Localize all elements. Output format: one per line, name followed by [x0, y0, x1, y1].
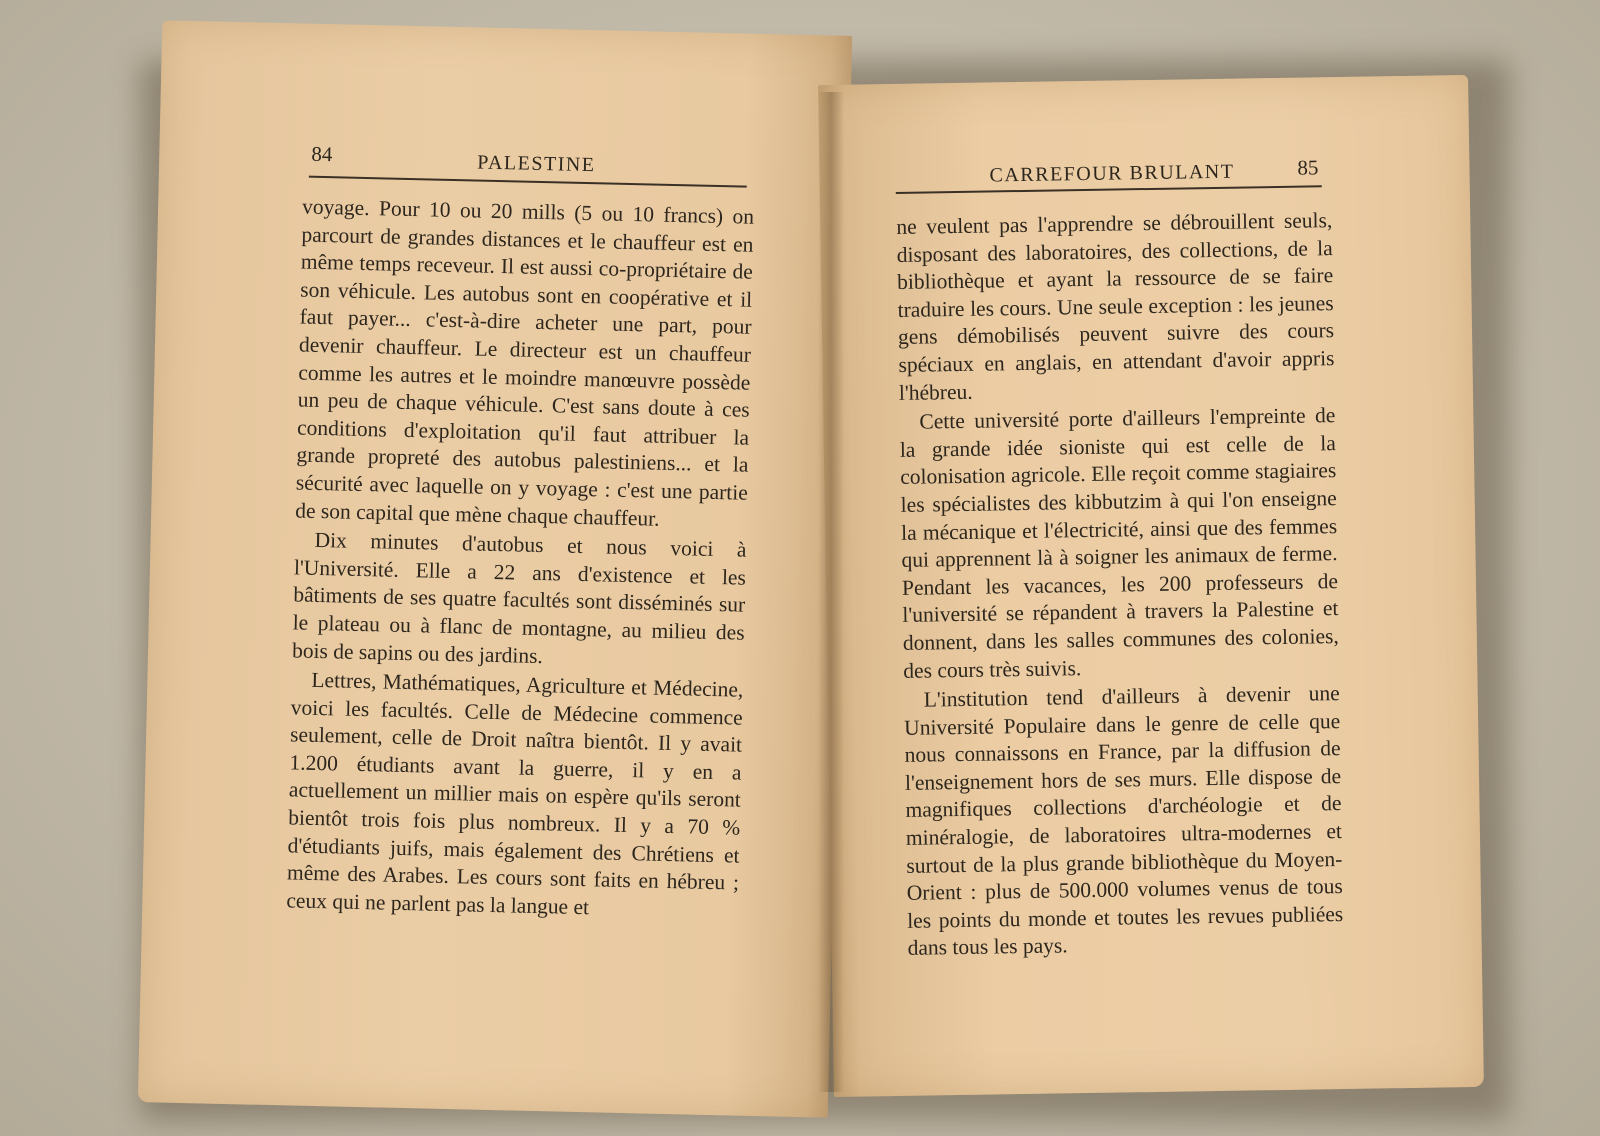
- left-header-rule: [309, 176, 747, 187]
- right-paragraph: ne veulent pas l'apprendre se débrouillent seuls, disposant des laboratoires, des collections, de la bibliothèque et ayant la ressource de se faire traduire les cours. Une seule exception : les jeunes gens démobilisés peuvent suivre des cours spéciaux en anglais, en attendant d'avoir appris l'hébreu.: [896, 208, 1335, 405]
- right-paragraph: Cette université porte d'ailleurs l'empreinte de la grande idée sioniste qui est celle de la colonisation agricole. Elle reçoit comme stagiaires les spécialistes des kibbutzim à qui l'on enseigne la mécanique et l'électricité, ainsi que des femmes qui apprennent là à soigner les animaux de ferme. Pendant les vacances, les 200 professeurs de l'université se répandent à travers la Palestine et donnent, dans les salles communes des colonies, des cours très suivis.: [899, 403, 1339, 683]
- right-running-title: CARREFOUR BRULANT: [989, 160, 1235, 187]
- left-paragraph: Dix minutes d'autobus et nous voici à l'Université. Elle a 22 ans d'existence et les bâtiments de ses quatre facultés sont disséminés sur le plateau ou à flanc de montagne, au milieu des bois de sapins ou des jardins.: [291, 528, 747, 668]
- left-running-title: PALESTINE: [476, 151, 596, 177]
- left-running-head: [160, 138, 850, 177]
- left-page: [138, 20, 852, 1117]
- left-body-text: [286, 194, 754, 926]
- right-page-number: 85: [1297, 155, 1319, 180]
- right-header-rule: [896, 185, 1322, 193]
- right-page: [818, 75, 1484, 1097]
- right-running-head: [819, 155, 1469, 187]
- left-paragraph: Lettres, Mathématiques, Agriculture et Médecine, voici les facultés. Celle de Médecine commence seulement, celle de Droit naîtra bientôt. Il y avait 1.200 étudiants avant la guerre, il y en a actuellement un millier mais on espère qu'ils seront bientôt trois fois plus nombreux. Il y a 70 % d'étudiants juifs, mais également des Chrétiens et même des Arabes. Les cours sont faits en hébreu ; ceux qui ne parlent pas la langue et: [286, 667, 744, 920]
- left-page-number: 84: [311, 141, 333, 167]
- book-spine-gutter: [818, 92, 844, 1092]
- right-paragraph: L'institution tend d'ailleurs à devenir une Université Populaire dans le genre de celle que nous connaissons en France, par la diffusion de l'enseignement hors de ses murs. Elle dispose de magnifiques collections d'archéologie et de minéralogie, de laboratoires ultra-modernes et surtout de la plus grande bibliothèque du Moyen-Orient : plus de 500.000 volumes venus de tous les points du monde et toutes les revues publiées dans tous les pays.: [904, 681, 1344, 961]
- left-paragraph: voyage. Pour 10 ou 20 mills (5 ou 10 francs) on parcourt de grandes distances et le chauffeur est en même temps receveur. Il est aussi co-propriétaire de son véhicule. Les autobus sont en coopérative et il faut payer... c'est-à-dire acheter une part, pour devenir chauffeur. Le directeur est un chauffeur comme les autres et le moindre manœuvre possède un peu de chaque véhicule. C'est sans doute à ces conditions d'exploitation qu'il faut attribuer la grande propreté des autobus palestiniens... et la sécurité avec laquelle on y voyage : c'est une partie de son capital que mène chaque chauffeur.: [295, 194, 755, 531]
- right-body-text: [896, 207, 1344, 963]
